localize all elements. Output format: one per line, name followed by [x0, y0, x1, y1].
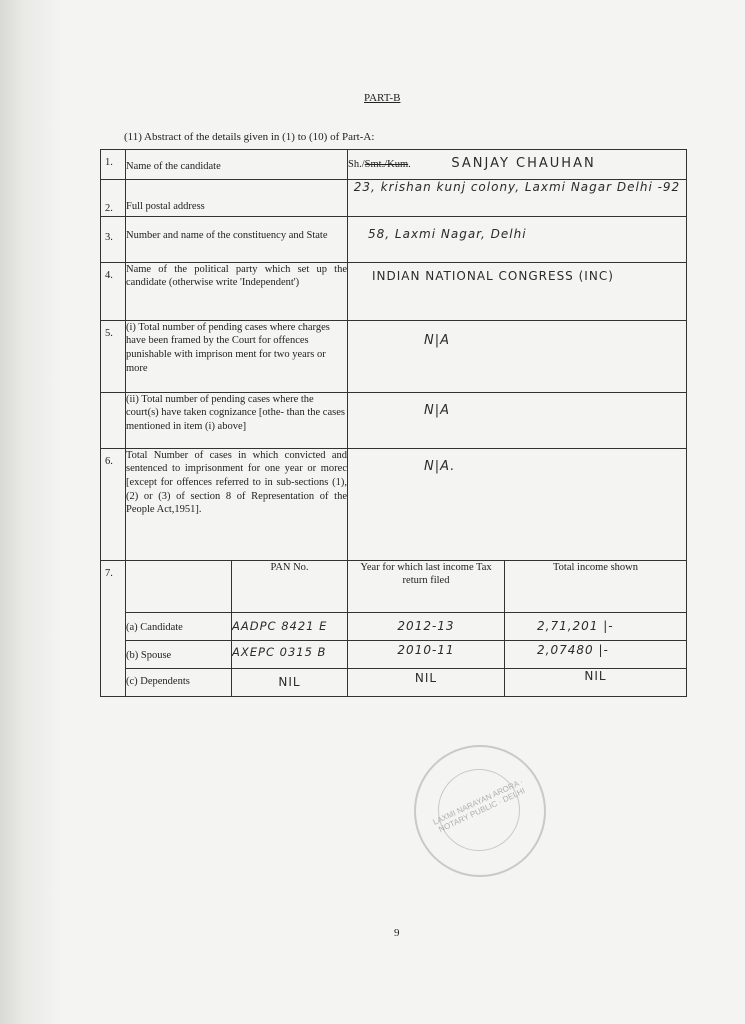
year-value: NIL — [348, 668, 505, 696]
salutation-struck: Smt./Kum — [364, 159, 409, 170]
row-number: 3. — [101, 216, 126, 262]
row-constituency — [101, 216, 687, 262]
income-value: 2,71,201 |- — [505, 612, 687, 640]
row-number: 6. — [101, 448, 126, 560]
row-number: 7. — [101, 560, 126, 696]
pending-cases-framed-value: N|A — [348, 320, 687, 392]
income-row-label: (b) Spouse — [126, 640, 232, 668]
row-political-party — [101, 262, 687, 320]
salutation-prefix: Sh./ — [348, 159, 365, 170]
convictions-value: N|A. — [348, 448, 687, 560]
income-row-spouse — [101, 640, 687, 668]
abstract-line: (11) Abstract of the details given in (1) to (10) of Part-A: — [124, 131, 375, 143]
candidate-name-value: SANJAY CHAUHAN — [451, 156, 596, 171]
pan-value: AXEPC 0315 B — [232, 640, 348, 668]
year-header: Year for which last income Tax return filed — [348, 560, 505, 612]
row-number: 4. — [101, 262, 126, 320]
postal-address-value: 23, krishan kunj colony, Laxmi Nagar Delhi -92 — [348, 180, 687, 217]
constituency-value: 58, Laxmi Nagar, Delhi — [348, 216, 687, 262]
row-candidate-name — [101, 150, 687, 180]
notary-stamp-text: LAXMI NARAYAN ARORA · NOTARY PUBLIC · DELHI — [431, 777, 527, 835]
pan-value: AADPC 8421 E — [232, 612, 348, 640]
year-value: 2012-13 — [348, 612, 505, 640]
part-heading: PART-B — [364, 92, 401, 104]
row-pending-cases-framed — [101, 320, 687, 392]
row-label — [126, 150, 348, 180]
income-row-label: (a) Candidate — [126, 612, 232, 640]
abstract-table — [100, 149, 687, 697]
row-label: Full postal address — [126, 180, 348, 217]
political-party-value: INDIAN NATIONAL CONGRESS (INC) — [348, 262, 687, 320]
income-row-label: (c) Dependents — [126, 668, 232, 696]
pending-cases-cognizance-value: N|A — [348, 392, 687, 448]
pan-value: NIL — [232, 668, 348, 696]
row-value: Sh./Smt./Kum. SANJAY CHAUHAN — [348, 150, 687, 180]
income-row-candidate — [101, 612, 687, 640]
income-value: NIL — [505, 668, 687, 696]
page-number: 9 — [394, 927, 400, 939]
row-pending-cases-cognizance — [101, 392, 687, 448]
income-header: Total income shown — [505, 560, 687, 612]
income-value: 2,07480 |- — [505, 640, 687, 668]
row-postal-address — [101, 180, 687, 217]
row-label: (ii) Total number of pending cases where the court(s) have taken cognizance [othe- than the cases mentioned in item (i) above] — [126, 392, 348, 448]
row-number: 1. — [101, 150, 126, 180]
row-label-text: Name of the candidate — [126, 161, 221, 172]
notary-stamp — [414, 745, 546, 877]
income-row-dependents — [101, 668, 687, 696]
row-label: Total Number of cases in which convicted and sentenced to imprisonment for one year or morec [except for offences referred to in sub-sections (1), (2) or (3) of section 8 of Representation of the People Act,1951]. — [126, 448, 348, 560]
row-number: 5. — [101, 320, 126, 392]
pan-header: PAN No. — [232, 560, 348, 612]
row-label: (i) Total number of pending cases where charges have been framed by the Court for offences punishable with imprison ment for two years or more — [126, 320, 348, 392]
year-value: 2010-11 — [348, 640, 505, 668]
row-label: Number and name of the constituency and State — [126, 216, 348, 262]
row-income-header — [101, 560, 687, 612]
row-label: Name of the political party which set up the candidate (otherwise write 'Independent') — [126, 262, 348, 320]
row-convictions — [101, 448, 687, 560]
page-binding-shadow — [0, 0, 60, 1024]
row-number: 2. — [101, 180, 126, 217]
